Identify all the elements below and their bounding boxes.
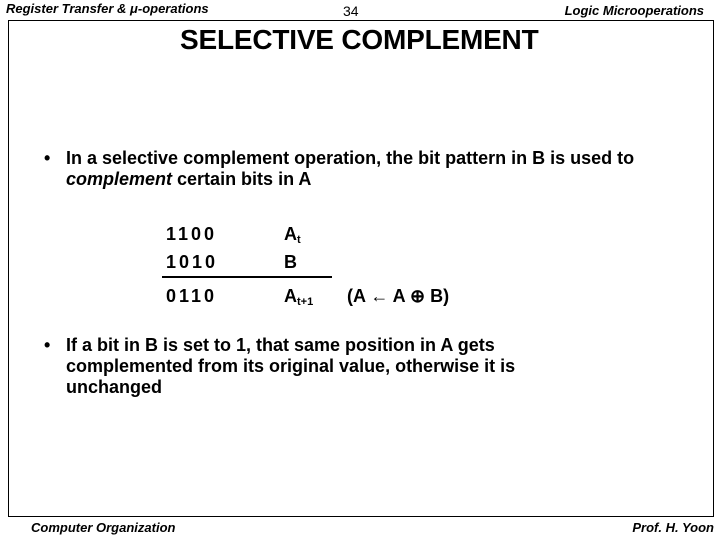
header-chapter-title: Logic Microoperations	[564, 3, 704, 18]
bullet-text-part: certain bits in A	[172, 169, 312, 189]
operation-expression: (A ← A ⊕ B)	[347, 286, 450, 306]
header-section-title: Register Transfer & μ-operations	[6, 1, 209, 16]
bits-row-3: 0110	[166, 286, 218, 306]
bits-row-2: 1010	[166, 252, 219, 272]
footer-author: Prof. H. Yoon	[632, 520, 714, 535]
subscript: t	[297, 234, 301, 246]
slide-title: SELECTIVE COMPLEMENT	[180, 24, 539, 55]
bullet-text: If a bit in B is set to 1, that same position in A gets complemented from its original value, otherwise it is unchanged	[66, 335, 516, 397]
bullet-text	[66, 148, 654, 190]
label-row-3	[284, 286, 313, 308]
bullet-marker: •	[44, 335, 51, 355]
bullet-marker: •	[44, 148, 51, 168]
label-row-2	[284, 252, 297, 274]
bits-row-1: 1100	[166, 224, 218, 244]
footer-course: Computer Organization	[31, 520, 176, 535]
register-name: A	[284, 224, 297, 244]
slide-frame	[8, 20, 714, 517]
register-name: A	[284, 286, 297, 306]
page-number: 34	[343, 3, 359, 19]
register-name: B	[284, 252, 297, 272]
label-row-1	[284, 224, 301, 246]
bullet-text-part: In a selective complement operation, the bit pattern in B is used to	[66, 148, 635, 168]
subscript: t+1	[297, 296, 314, 308]
emphasis-word: complement	[66, 169, 173, 189]
result-underline	[162, 276, 332, 278]
